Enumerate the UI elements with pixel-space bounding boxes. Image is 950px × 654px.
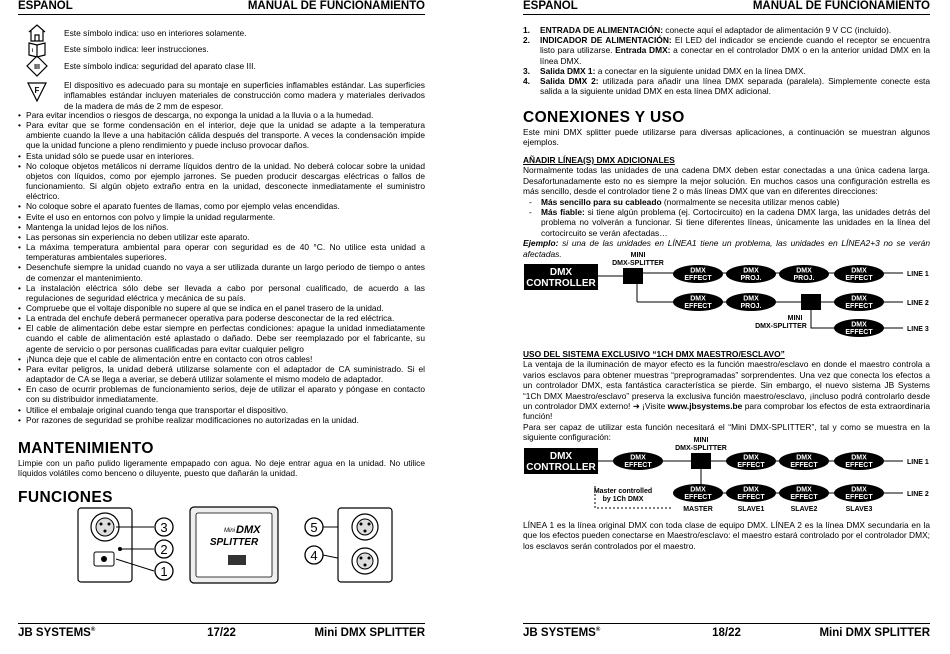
page-footer: [18, 623, 425, 641]
callout-2-label: 2: [160, 542, 168, 557]
header-title: MANUAL DE FUNCIONAMIENTO: [752, 0, 930, 12]
header-language: ESPAÑOL: [18, 0, 73, 12]
symbol-flammable-text: El dispositivo es adecuado para su montaje en superficies inflamables estándar. Las superficies inflamables estándar incluyen materiales de construcción como madera y materiales derivados de la madera de más de 2 mm de espesor.: [64, 80, 425, 111]
header-language: ESPAÑOL: [523, 0, 578, 12]
function-item: 3. Salida DMX 1: a conectar en la siguiente unidad DMX en la línea DMX.: [523, 65, 806, 76]
line2-device-label-2: EFFECT: [684, 303, 712, 310]
line2-device-label-1: DMX: [690, 295, 706, 303]
master-slave-summary: LÍNEA 1 es la línea original DMX con toda clase de equipo DMX. LÍNEA 2 es la línea DMX secundaria en la que los efectos pueden conectarse en Maestro/esclavo: el maestro estará controlado por el controlador DMX; los esclavos serán controlados por el maestro.: [523, 520, 930, 551]
callout-4-label: 4: [310, 548, 318, 563]
maintenance-text: Limpie con un paño pulido ligeramente empapado con agua. No deje entrar agua en la unidad. No utilice líquidos volátiles como benceno o diluyente, puesto que dañarán la unidad.: [18, 458, 425, 479]
line2-device-label-2: EFFECT: [737, 494, 765, 501]
symbol-class3-text: Este símbolo indica: seguridad del aparato clase III.: [64, 61, 256, 71]
line2-device-label-2: EFFECT: [684, 494, 712, 501]
device-splitter-label: SPLITTER: [209, 537, 259, 548]
callout-5-label: 5: [310, 520, 318, 535]
maintenance-title: MANTENIMIENTO: [18, 440, 154, 457]
line2-label: LINE 2: [907, 491, 929, 498]
website-link: www.jbsystems.be: [667, 401, 743, 412]
role-label: SLAVE2: [790, 506, 818, 513]
safety-item: • Utilice el embalaje original cuando tenga que transportar el dispositivo.: [18, 405, 425, 415]
safety-list: [18, 110, 425, 425]
safety-item: • No coloque sobre el aparato fuentes de llamas, como por ejemplo velas encendidas.: [18, 201, 425, 211]
line1-device-label-2: EFFECT: [684, 275, 712, 282]
callout-1-label: 1: [160, 564, 168, 579]
line1-device-label-1: DMX: [796, 267, 812, 275]
line2-device-label-1: DMX: [743, 486, 759, 494]
safety-item: • ¡Nunca deje que el cable de alimentación entre en contacto con otros cables!: [18, 354, 425, 364]
line2-device-label-2: EFFECT: [790, 494, 818, 501]
line2-device-label-2: PROJ.: [740, 303, 762, 310]
flammable-label: F: [34, 86, 40, 95]
line1-device-label-1: DMX: [630, 454, 646, 462]
splitter-label-1: MINI: [630, 252, 646, 259]
line1-device-label-1: DMX: [743, 267, 759, 275]
functions-list: [523, 25, 930, 96]
page-number: 18/22: [712, 627, 741, 639]
line1-device-label-2: PROJ.: [740, 275, 762, 282]
safety-item: • Evite el uso en entornos con polvo y limpie la unidad regularmente.: [18, 212, 425, 222]
right-page: [523, 0, 930, 654]
line3-device-label-1: DMX: [851, 321, 867, 329]
line1-device-label-1: DMX: [743, 454, 759, 462]
line1-device-label-2: PROJ.: [793, 275, 815, 282]
footer-product: Mini DMX SPLITTER: [314, 627, 425, 639]
class-three-label: III: [34, 64, 40, 71]
controller-label-2: CONTROLLER: [526, 462, 596, 473]
class-three-icon: [26, 55, 48, 77]
add-lines-text: Normalmente todas las unidades de una cadena DMX deben estar conectadas a una única cadena larga. Desafortunadamente esto no es siempre la mejor solución. En muchos casos una configuración estrella es más sencillo, desde el controlador tiene 2 o más líneas DMX que van en diferentes direcciones:: [523, 165, 930, 197]
line1-device-label-2: EFFECT: [624, 462, 652, 469]
device-mini-label: Mini: [224, 528, 236, 534]
safety-item: • No coloque objetos metálicos ni derrame líquidos dentro de la unidad. No deberá colocar sobre la unidad objetos con líquidos, como por ejemplo jarrones. Se pueden producir descargas eléctricas o fallos de funcionamiento. Si algún objeto extraño entra en la unidad, desconecte inmediatamente el suministro eléctrico.: [18, 161, 425, 202]
master-note-1: Master controlled: [593, 488, 653, 495]
safety-item: • Compruebe que el voltaje disponible no supere al que se indica en el panel trasero de la unidad.: [18, 303, 425, 313]
page-number: 17/22: [207, 627, 236, 639]
splitter-box: [623, 268, 643, 284]
function-item: 4. Salida DMX 2: utilizada para añadir una línea DMX separada (paralela). Simplemente conecte esta salida a la siguiente unidad DMX en esta línea DMX adicional.: [523, 76, 930, 97]
connections-intro: Este mini DMX splitter puede utilizarse para diversas aplicaciones, a continuación se muestran algunos ejemplos.: [523, 127, 930, 148]
star-wiring-diagram: [523, 250, 930, 340]
splitter-label-2: DMX-SPLITTER: [675, 445, 727, 452]
line2-device-label-1: DMX: [796, 486, 812, 494]
master-slave-diagram: [523, 436, 930, 516]
svg-text:i: i: [32, 48, 34, 54]
page-header: [18, 0, 425, 15]
second-splitter-label-2: DMX-SPLITTER: [755, 323, 807, 330]
second-splitter-label-1: MINI: [787, 315, 803, 322]
device-illustration: [76, 505, 396, 585]
line2-device-label-1: DMX: [743, 295, 759, 303]
footer-brand: JB SYSTEMS®: [523, 627, 601, 639]
line2-device-label-1: DMX: [851, 486, 867, 494]
line1-device-label-1: DMX: [851, 267, 867, 275]
master-slave-section: [523, 349, 930, 443]
controller-label-1: DMX: [549, 451, 573, 462]
master-note-2: by 1Ch DMX: [602, 496, 644, 503]
role-label: SLAVE1: [737, 506, 765, 513]
line1-device-label-2: EFFECT: [737, 462, 765, 469]
line1-device-label-1: DMX: [796, 454, 812, 462]
safety-item: • Por razones de seguridad se prohíbe realizar modificaciones no autorizadas en la unidad.: [18, 415, 425, 425]
splitter-label-2: DMX-SPLITTER: [612, 260, 664, 267]
function-item: 2. INDICADOR DE ALIMENTACIÓN: El LED del indicador se enciende cuando el receptor se encuentra listo para utilizarse. Entrada DMX: a conectar en el controlador DMX o en la anterior unidad DMX en la línea DMX.: [523, 35, 930, 66]
line3-label: LINE 3: [907, 326, 929, 333]
footer-product: Mini DMX SPLITTER: [819, 627, 930, 639]
benefit-item: - Más fiable: si tiene algún problema (ej. Cortocircuito) en la cadena DMX larga, las unidades detrás del problema no volverán a funcionar. Si tiene diferentes líneas, únicamente las unidades en la línea del cortocircuito se verán afectadas…: [529, 207, 930, 238]
safety-item: • Las personas sin experiencia no deben utilizar este aparato.: [18, 232, 425, 242]
master-slave-config-text: Para ser capaz de utilizar esta función necesitará el “Mini DMX-SPLITTER”, tal y como se muestra en la siguiente configuración:: [523, 421, 930, 443]
add-lines-heading: AÑADIR LÍNEA(S) DMX ADICIONALES: [523, 155, 675, 165]
master-slave-heading: USO DEL SISTEMA EXCLUSIVO “1CH DMX MAESTRO/ESCLAVO”: [523, 349, 785, 359]
line2-device-label-2: EFFECT: [845, 494, 873, 501]
symbol-read-text: Este símbolo indica: leer instrucciones.: [64, 44, 209, 54]
line1-device-label-2: EFFECT: [845, 462, 873, 469]
line3-device-label-2: EFFECT: [845, 329, 873, 336]
line1-device-label-2: EFFECT: [790, 462, 818, 469]
safety-item: • Para evitar peligros, la unidad deberá utilizarse solamente con el adaptador de CA suministrado. Si el adaptador de CA se llega a averiar, se deberá utilizar solamente el mismo modelo de adaptador.: [18, 364, 425, 384]
splitter-label-1: MINI: [693, 437, 709, 444]
safety-item: • En caso de ocurrir problemas de funcionamiento serios, deje de utilizar el aparato y póngase en contacto con su distribuidor inmediatamente.: [18, 384, 425, 404]
add-lines-section: [523, 155, 930, 259]
connections-title: CONEXIONES Y USO: [523, 109, 685, 126]
safety-item: • Desenchufe siempre la unidad cuando no vaya a ser utilizada durante un largo periodo de tiempo o antes de comenzar el mantenimiento.: [18, 262, 425, 282]
header-title: MANUAL DE FUNCIONAMIENTO: [247, 0, 425, 12]
functions-title: FUNCIONES: [18, 489, 113, 506]
line1-device-label-1: DMX: [690, 267, 706, 275]
line1-label: LINE 1: [907, 271, 929, 278]
line1-device-label-2: EFFECT: [845, 275, 873, 282]
line2-device-label-1: DMX: [851, 295, 867, 303]
line2-device-label-1: DMX: [690, 486, 706, 494]
safety-item: • Esta unidad sólo se puede usar en interiores.: [18, 151, 425, 161]
brand-logo: [228, 555, 246, 565]
safety-item: • Para evitar que se forme condensación en el interior, deje que la unidad se adapte a la temperatura ambiente cuando la lleve a una habitación cálida después del transporte. A veces la condensación impide que la unidad funcione a pleno rendimiento y puede incluso provocar daños.: [18, 120, 425, 150]
controller-label-1: DMX: [549, 267, 573, 278]
function-item: 1. ENTRADA DE ALIMENTACIÓN: conecte aquí el adaptador de alimentación 9 V CC (incluido).: [523, 25, 892, 35]
controller-label-2: CONTROLLER: [526, 278, 596, 289]
safety-item: • La instalación eléctrica sólo debe ser llevada a cabo por personal cualificado, de acuerdo a las regulaciones de seguridad eléctrica y mecánica de su país.: [18, 283, 425, 303]
safety-item: • Para evitar incendios o riesgos de descarga, no exponga la unidad a la lluvia o a la humedad.: [18, 110, 425, 120]
flammable-surface-icon: [26, 80, 48, 102]
symbol-indoor-text: Este símbolo indica: uso en interiores solamente.: [64, 28, 247, 38]
master-slave-text: La ventaja de la iluminación de mayor efecto es la función maestro/esclavo en donde el maestro controla a varios esclavos para obtener muestras “preprogramadas” sorprendentes. Una vez que conecta los efectos a un controlador DMX, esta fantástica característica se pierde. Sin embargo, el nuevo sistema JB Systems “1Ch DMX Maestro/esclavo” preserva la exclusiva función maestro/esclavo, ¡incluso podrá controlarlo desde un controlador DMX externo! ➜ ¡Visite www.jbsystems.be para comprobar los efectos de esta extraordinaria función!: [523, 359, 930, 422]
line1-device-label-1: DMX: [851, 454, 867, 462]
role-label: SLAVE3: [845, 506, 873, 513]
line2-device-label-2: EFFECT: [845, 303, 873, 310]
page-header: [523, 0, 930, 15]
device-dmx-label: DMX: [236, 524, 261, 536]
callout-3-label: 3: [160, 520, 168, 535]
benefit-item: - Más sencillo para su cableado (normalmente se necesita utilizar menos cable): [529, 196, 840, 207]
power-led: [118, 547, 122, 551]
second-splitter-box: [801, 294, 821, 310]
left-page: [18, 0, 425, 654]
safety-item: • La entrada del enchufe deberá permanecer operativa para poderse desconectar de la red eléctrica.: [18, 313, 425, 323]
example-text: Ejemplo: si una de las unidades en LÍNEA1 tiene un problema, las unidades en LÍNEA2+3 no se verán afectadas.: [523, 238, 930, 259]
line2-label: LINE 2: [907, 300, 929, 307]
footer-brand: JB SYSTEMS®: [18, 627, 96, 639]
safety-item: • Mantenga la unidad lejos de los niños.: [18, 222, 425, 232]
safety-item: • El cable de alimentación debe estar siempre en perfectas condiciones: apague la unidad inmediatamente cuando el cable de alimentación esté aplastado o dañado. Debe ser reemplazado por el fabricante, su agente de servicio o por personas cualificadas para evitar cualquier peligro: [18, 323, 425, 353]
safety-item: • La máxima temperatura ambiental para operar con seguridad es de 40 °C. No utilice esta unidad a temperaturas ambientales superiores.: [18, 242, 425, 262]
line1-label: LINE 1: [907, 459, 929, 466]
page-footer: [523, 623, 930, 641]
role-label: MASTER: [683, 506, 713, 513]
